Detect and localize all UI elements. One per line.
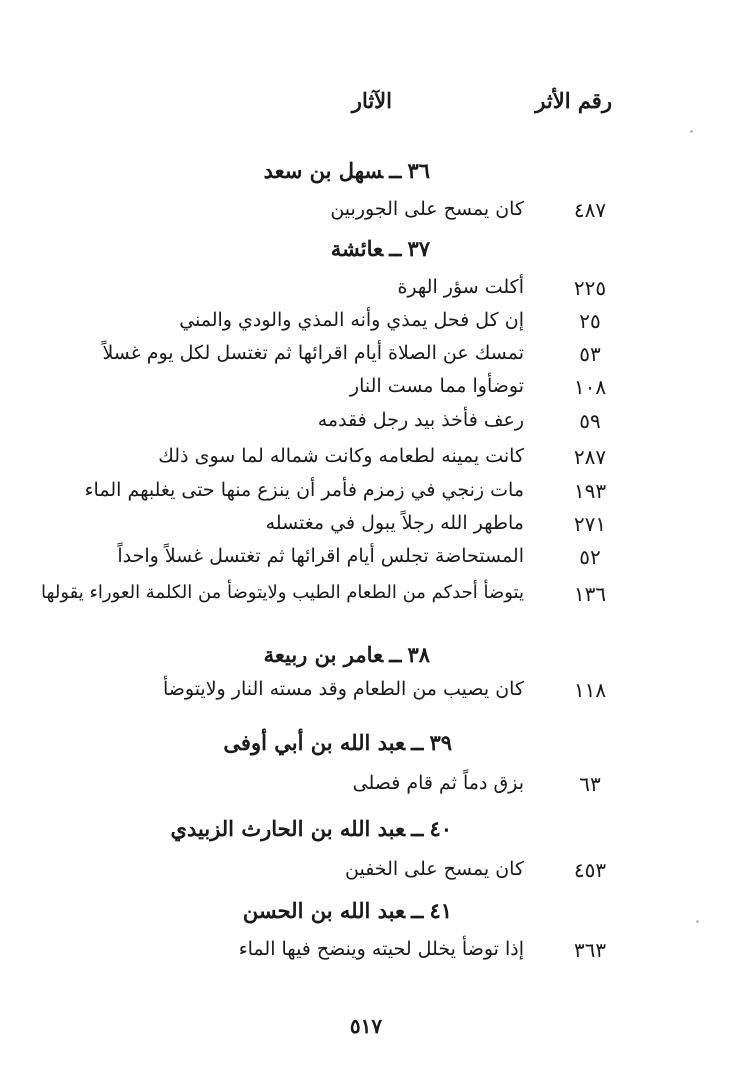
section-heading bbox=[243, 898, 452, 923]
section-number: ٣٧ bbox=[407, 236, 430, 261]
list-item bbox=[0, 858, 732, 892]
text-column-header: الآثار bbox=[351, 88, 392, 113]
entry-text: ماطهر الله رجلاً يبول في مغتسله bbox=[265, 512, 524, 534]
entry-number: ٢٥ bbox=[579, 309, 601, 333]
entry-text: كان يمسح على الخفين bbox=[345, 858, 524, 880]
entry-number: ٦٣ bbox=[579, 772, 601, 796]
entry-text: إذا توضأ يخلل لحيته وينضح فيها الماء bbox=[238, 938, 524, 960]
entry-number: ٤٥٣ bbox=[573, 858, 607, 882]
paper-speck bbox=[690, 130, 693, 133]
entry-text: إن كل فحل يمذي وأنه المذي والودي والمني bbox=[179, 309, 524, 331]
entry-number: ١٠٨ bbox=[573, 375, 607, 399]
section-number: ٣٦ bbox=[407, 158, 430, 183]
entry-number: ٢٨٧ bbox=[573, 445, 607, 469]
section-dash: ــ bbox=[411, 730, 424, 755]
entry-number: ١٣٦ bbox=[573, 582, 607, 606]
list-item bbox=[0, 479, 732, 513]
paper-speck bbox=[696, 920, 699, 923]
list-item bbox=[0, 409, 732, 443]
list-item bbox=[0, 938, 732, 972]
entry-text: بزق دماً ثم قام فصلى bbox=[352, 772, 524, 794]
entry-text: كان يمسح على الجوربين bbox=[330, 198, 524, 220]
section-heading bbox=[264, 642, 430, 667]
entry-text: كان يصيب من الطعام وقد مسته النار ولايتوضأ bbox=[162, 678, 524, 700]
section-heading bbox=[264, 158, 430, 183]
entry-number: ٤٨٧ bbox=[573, 198, 607, 222]
section-number: ٣٩ bbox=[429, 730, 452, 755]
entry-number: ١١٨ bbox=[573, 678, 607, 702]
entry-text: تمسك عن الصلاة أيام اقرائها ثم تغتسل لكل يوم غسلاً bbox=[102, 342, 524, 364]
entry-text: يتوضأ أحدكم من الطعام الطيب ولايتوضأ من الكلمة العوراء يقولها bbox=[41, 582, 524, 603]
entry-number: ٣٦٣ bbox=[573, 938, 607, 962]
section-dash: ــ bbox=[389, 236, 402, 261]
entry-text: مات زنجي في زمزم فأمر أن ينزع منها حتى يغلبهم الماء bbox=[84, 479, 524, 501]
entry-number: ٥٣ bbox=[579, 342, 601, 366]
section-heading bbox=[171, 816, 452, 841]
section-title: عامر بن ربيعة bbox=[263, 642, 384, 667]
entry-text: توضأوا مما مست النار bbox=[349, 375, 524, 397]
section-number: ٤١ bbox=[429, 898, 452, 923]
entry-text: المستحاضة تجلس أيام اقرائها ثم تغتسل غسلاً واحداً bbox=[117, 545, 524, 567]
list-item bbox=[0, 678, 732, 712]
entry-text: أكلت سؤر الهرة bbox=[397, 276, 524, 298]
entry-number: ١٩٣ bbox=[573, 479, 607, 503]
list-item bbox=[0, 772, 732, 806]
section-number: ٤٠ bbox=[429, 816, 452, 841]
entry-number: ٥٩ bbox=[579, 409, 601, 433]
list-item bbox=[0, 309, 732, 343]
section-dash: ــ bbox=[389, 642, 402, 667]
entry-number: ٥٢ bbox=[579, 545, 601, 569]
list-item bbox=[0, 342, 732, 376]
section-title: عائشة bbox=[330, 236, 384, 261]
section-number: ٣٨ bbox=[407, 642, 430, 667]
entry-text: كانت يمينه لطعامه وكانت شماله لما سوى ذلك bbox=[158, 445, 524, 467]
list-item bbox=[0, 375, 732, 409]
section-heading bbox=[223, 730, 452, 755]
section-dash: ــ bbox=[411, 816, 424, 841]
list-item bbox=[0, 545, 732, 579]
entry-number: ٢٧١ bbox=[573, 512, 607, 536]
entry-text: رعف فأخذ بيد رجل فقدمه bbox=[317, 409, 524, 431]
list-item bbox=[0, 445, 732, 479]
list-item bbox=[0, 276, 732, 310]
entry-number: ٢٢٥ bbox=[573, 276, 607, 300]
section-dash: ــ bbox=[411, 898, 424, 923]
section-dash: ــ bbox=[389, 158, 402, 183]
number-column-header: رقم الأثر bbox=[535, 88, 612, 113]
section-title: سهل بن سعد bbox=[263, 158, 384, 183]
section-title: عبد الله بن الحارث الزبيدي bbox=[170, 816, 406, 841]
list-item bbox=[0, 198, 732, 232]
list-item bbox=[0, 512, 732, 546]
list-item bbox=[0, 582, 732, 616]
section-title: عبد الله بن الحسن bbox=[242, 898, 406, 923]
section-title: عبد الله بن أبي أوفى bbox=[223, 730, 406, 755]
page-number: ٥١٧ bbox=[349, 1014, 383, 1038]
section-heading bbox=[331, 236, 430, 261]
